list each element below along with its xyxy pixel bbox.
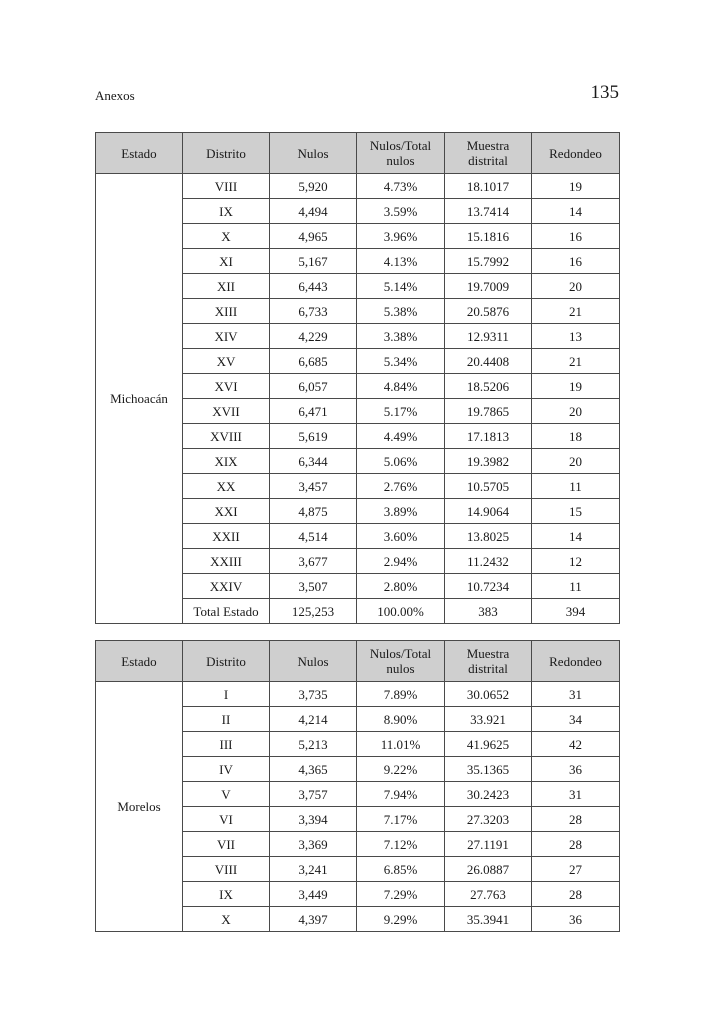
cell-nulos-total: 3.38% [357, 324, 445, 349]
cell-nulos-total: 6.85% [357, 857, 445, 882]
running-head: Anexos [95, 88, 135, 103]
cell-redondeo: 21 [532, 349, 620, 374]
cell-redondeo: 31 [532, 682, 620, 707]
cell-redondeo: 36 [532, 757, 620, 782]
cell-muestra: 30.0652 [445, 682, 532, 707]
cell-redondeo: 15 [532, 499, 620, 524]
cell-distrito: XXI [183, 499, 270, 524]
cell-redondeo: 16 [532, 224, 620, 249]
cell-nulos: 3,457 [270, 474, 357, 499]
header-distrito: Distrito [183, 133, 270, 174]
cell-nulos-total: 7.89% [357, 682, 445, 707]
cell-nulos: 4,494 [270, 199, 357, 224]
header-row [96, 133, 620, 174]
cell-muestra: 17.1813 [445, 424, 532, 449]
cell-nulos-total: 3.96% [357, 224, 445, 249]
cell-nulos-total: 100.00% [357, 599, 445, 624]
cell-distrito: XII [183, 274, 270, 299]
cell-nulos-total: 5.06% [357, 449, 445, 474]
cell-nulos-total: 7.94% [357, 782, 445, 807]
cell-muestra: 14.9064 [445, 499, 532, 524]
cell-redondeo: 28 [532, 832, 620, 857]
cell-nulos-total: 3.60% [357, 524, 445, 549]
cell-nulos-total: 5.14% [357, 274, 445, 299]
cell-distrito: IX [183, 882, 270, 907]
cell-redondeo: 394 [532, 599, 620, 624]
cell-redondeo: 14 [532, 199, 620, 224]
cell-distrito: XVIII [183, 424, 270, 449]
cell-muestra: 41.9625 [445, 732, 532, 757]
cell-muestra: 30.2423 [445, 782, 532, 807]
cell-muestra: 27.763 [445, 882, 532, 907]
cell-redondeo: 16 [532, 249, 620, 274]
cell-nulos: 6,344 [270, 449, 357, 474]
cell-muestra: 19.7009 [445, 274, 532, 299]
cell-nulos-total: 2.80% [357, 574, 445, 599]
cell-redondeo: 19 [532, 374, 620, 399]
table-body [96, 174, 620, 624]
cell-nulos-total: 4.13% [357, 249, 445, 274]
cell-redondeo: 11 [532, 574, 620, 599]
cell-redondeo: 11 [532, 474, 620, 499]
cell-nulos: 3,449 [270, 882, 357, 907]
cell-nulos: 3,677 [270, 549, 357, 574]
cell-distrito: II [183, 707, 270, 732]
cell-nulos: 3,735 [270, 682, 357, 707]
header-nulos-total: Nulos/Total nulos [357, 133, 445, 174]
cell-nulos-total: 2.94% [357, 549, 445, 574]
cell-distrito: XX [183, 474, 270, 499]
cell-nulos: 5,920 [270, 174, 357, 199]
cell-distrito: XXIII [183, 549, 270, 574]
cell-redondeo: 36 [532, 907, 620, 932]
header-redondeo: Redondeo [532, 641, 620, 682]
cell-nulos: 6,471 [270, 399, 357, 424]
cell-nulos: 5,167 [270, 249, 357, 274]
cell-nulos: 3,757 [270, 782, 357, 807]
cell-redondeo: 31 [532, 782, 620, 807]
cell-distrito: XIX [183, 449, 270, 474]
header-nulos-total: Nulos/Total nulos [357, 641, 445, 682]
cell-distrito: Total Estado [183, 599, 270, 624]
cell-distrito: X [183, 224, 270, 249]
cell-nulos-total: 2.76% [357, 474, 445, 499]
header-nulos: Nulos [270, 133, 357, 174]
cell-nulos: 6,733 [270, 299, 357, 324]
cell-nulos: 6,057 [270, 374, 357, 399]
cell-nulos-total: 9.29% [357, 907, 445, 932]
cell-distrito: VIII [183, 857, 270, 882]
cell-distrito: VII [183, 832, 270, 857]
cell-distrito: XI [183, 249, 270, 274]
cell-nulos: 5,213 [270, 732, 357, 757]
cell-nulos: 6,685 [270, 349, 357, 374]
cell-redondeo: 20 [532, 449, 620, 474]
cell-nulos-total: 4.73% [357, 174, 445, 199]
cell-nulos-total: 4.84% [357, 374, 445, 399]
cell-redondeo: 20 [532, 399, 620, 424]
cell-muestra: 35.1365 [445, 757, 532, 782]
cell-muestra: 383 [445, 599, 532, 624]
cell-muestra: 35.3941 [445, 907, 532, 932]
cell-muestra: 33.921 [445, 707, 532, 732]
header-row [96, 641, 620, 682]
cell-redondeo: 34 [532, 707, 620, 732]
cell-muestra: 15.7992 [445, 249, 532, 274]
cell-muestra: 10.5705 [445, 474, 532, 499]
cell-muestra: 20.5876 [445, 299, 532, 324]
cell-nulos-total: 7.17% [357, 807, 445, 832]
table-row [96, 174, 620, 199]
cell-muestra: 11.2432 [445, 549, 532, 574]
cell-nulos-total: 3.59% [357, 199, 445, 224]
cell-nulos: 6,443 [270, 274, 357, 299]
table-body [96, 682, 620, 932]
cell-nulos: 4,214 [270, 707, 357, 732]
michoacan-table [95, 132, 620, 624]
cell-distrito: IV [183, 757, 270, 782]
cell-redondeo: 20 [532, 274, 620, 299]
cell-muestra: 26.0887 [445, 857, 532, 882]
cell-redondeo: 18 [532, 424, 620, 449]
cell-nulos: 4,365 [270, 757, 357, 782]
cell-nulos: 3,394 [270, 807, 357, 832]
cell-estado: Morelos [96, 682, 183, 932]
cell-nulos: 4,514 [270, 524, 357, 549]
cell-muestra: 13.7414 [445, 199, 532, 224]
cell-redondeo: 14 [532, 524, 620, 549]
cell-nulos-total: 3.89% [357, 499, 445, 524]
cell-redondeo: 28 [532, 882, 620, 907]
cell-redondeo: 42 [532, 732, 620, 757]
cell-distrito: III [183, 732, 270, 757]
header-estado: Estado [96, 641, 183, 682]
header-muestra: Muestra distrital [445, 641, 532, 682]
header-distrito: Distrito [183, 641, 270, 682]
cell-redondeo: 21 [532, 299, 620, 324]
cell-distrito: XV [183, 349, 270, 374]
cell-redondeo: 28 [532, 807, 620, 832]
cell-estado: Michoacán [96, 174, 183, 624]
cell-distrito: VI [183, 807, 270, 832]
cell-muestra: 19.3982 [445, 449, 532, 474]
cell-nulos: 3,241 [270, 857, 357, 882]
header-estado: Estado [96, 133, 183, 174]
cell-muestra: 27.1191 [445, 832, 532, 857]
cell-nulos: 4,965 [270, 224, 357, 249]
cell-nulos-total: 9.22% [357, 757, 445, 782]
cell-nulos-total: 5.38% [357, 299, 445, 324]
header-redondeo: Redondeo [532, 133, 620, 174]
cell-nulos: 4,229 [270, 324, 357, 349]
cell-nulos-total: 11.01% [357, 732, 445, 757]
cell-distrito: XIII [183, 299, 270, 324]
cell-nulos-total: 4.49% [357, 424, 445, 449]
cell-redondeo: 27 [532, 857, 620, 882]
cell-muestra: 27.3203 [445, 807, 532, 832]
cell-muestra: 15.1816 [445, 224, 532, 249]
cell-distrito: I [183, 682, 270, 707]
table-row [96, 682, 620, 707]
cell-nulos-total: 5.34% [357, 349, 445, 374]
cell-nulos: 125,253 [270, 599, 357, 624]
cell-nulos-total: 5.17% [357, 399, 445, 424]
cell-muestra: 10.7234 [445, 574, 532, 599]
cell-nulos: 3,507 [270, 574, 357, 599]
cell-nulos-total: 8.90% [357, 707, 445, 732]
cell-nulos-total: 7.12% [357, 832, 445, 857]
cell-distrito: X [183, 907, 270, 932]
cell-muestra: 19.7865 [445, 399, 532, 424]
cell-distrito: IX [183, 199, 270, 224]
cell-redondeo: 13 [532, 324, 620, 349]
cell-distrito: XVI [183, 374, 270, 399]
header-nulos: Nulos [270, 641, 357, 682]
cell-distrito: V [183, 782, 270, 807]
cell-nulos-total: 7.29% [357, 882, 445, 907]
cell-muestra: 13.8025 [445, 524, 532, 549]
cell-nulos: 4,875 [270, 499, 357, 524]
cell-distrito: VIII [183, 174, 270, 199]
cell-nulos: 5,619 [270, 424, 357, 449]
cell-distrito: XVII [183, 399, 270, 424]
cell-nulos: 4,397 [270, 907, 357, 932]
morelos-table [95, 640, 620, 932]
cell-redondeo: 19 [532, 174, 620, 199]
cell-nulos: 3,369 [270, 832, 357, 857]
cell-distrito: XXII [183, 524, 270, 549]
cell-muestra: 18.5206 [445, 374, 532, 399]
cell-redondeo: 12 [532, 549, 620, 574]
cell-distrito: XIV [183, 324, 270, 349]
cell-distrito: XXIV [183, 574, 270, 599]
header-muestra: Muestra distrital [445, 133, 532, 174]
cell-muestra: 20.4408 [445, 349, 532, 374]
cell-muestra: 12.9311 [445, 324, 532, 349]
cell-muestra: 18.1017 [445, 174, 532, 199]
page-number: 135 [590, 82, 619, 103]
